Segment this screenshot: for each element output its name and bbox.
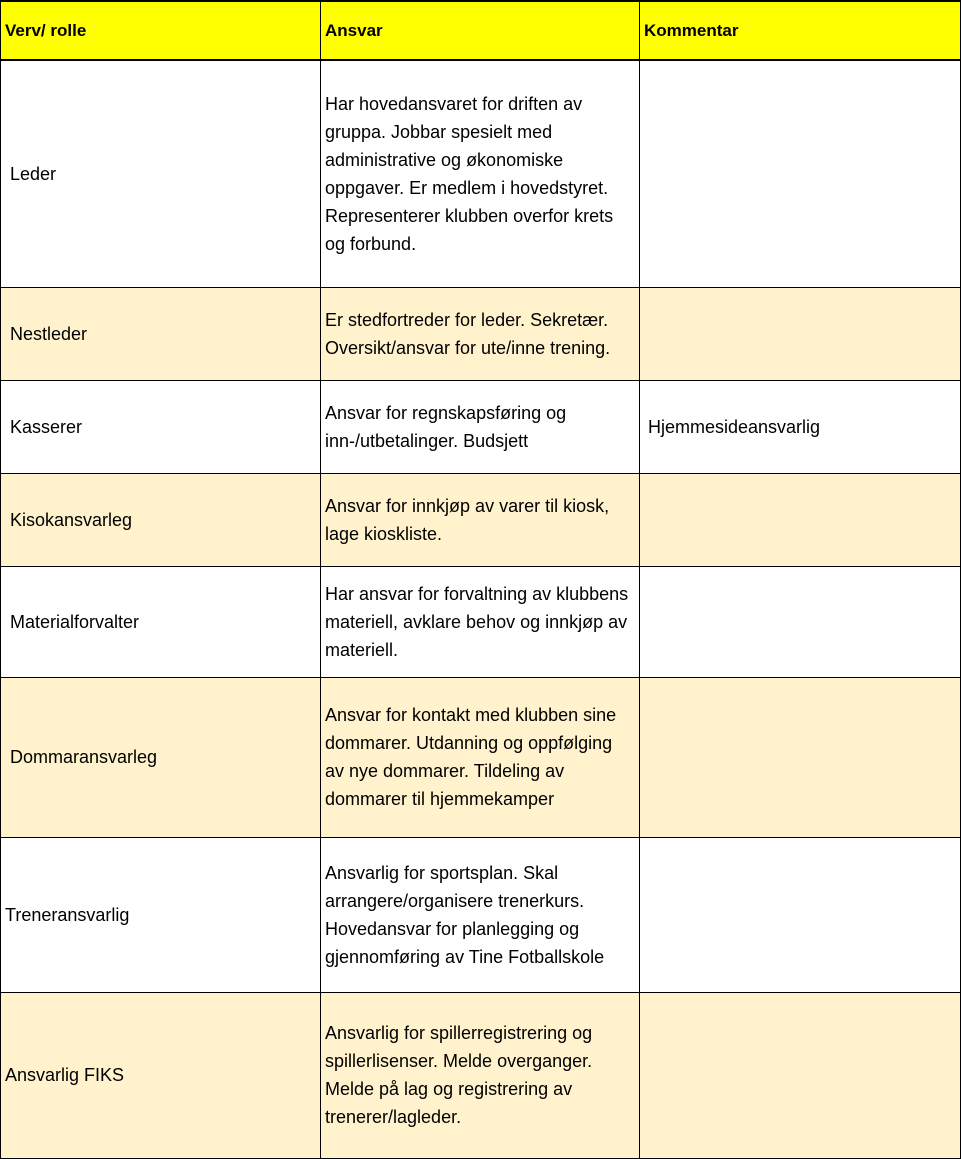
responsibility-cell: Har hovedansvaret for driften av gruppa. Jobbar spesielt med administrative og økonomiske oppgaver. Er medlem i hovedstyret. Representerer klubben overfor krets og forbund. (321, 60, 640, 287)
responsibility-cell: Ansvarlig for sportsplan. Skal arrangere/organisere trenerkurs. Hovedansvar for planlegging og gjennomføring av Tine Fotballskole (321, 837, 640, 992)
table-row (1, 380, 961, 473)
header-responsibility: Ansvar (321, 1, 640, 60)
comment-cell (640, 473, 961, 566)
table-row (1, 837, 961, 992)
responsibility-cell: Ansvarlig for spillerregistrering og spillerlisenser. Melde overganger. Melde på lag og registrering av trenerer/lagleder. (321, 992, 640, 1158)
responsibility-cell: Ansvar for regnskapsføring og inn-/utbetalinger. Budsjett (321, 380, 640, 473)
comment-cell (640, 677, 961, 837)
header-row (1, 1, 961, 60)
role-cell: Treneransvarlig (1, 837, 321, 992)
table-row (1, 60, 961, 287)
table-row (1, 677, 961, 837)
comment-cell: Hjemmesideansvarlig (640, 380, 961, 473)
comment-cell (640, 992, 961, 1158)
role-cell: Ansvarlig FIKS (1, 992, 321, 1158)
responsibility-cell: Er stedfortreder for leder. Sekretær. Oversikt/ansvar for ute/inne trening. (321, 287, 640, 380)
role-cell: Nestleder (1, 287, 321, 380)
role-cell: Dommaransvarleg (1, 677, 321, 837)
table-row (1, 287, 961, 380)
comment-cell (640, 566, 961, 677)
table-row (1, 992, 961, 1158)
responsibility-cell: Ansvar for kontakt med klubben sine dommarer. Utdanning og oppfølging av nye dommarer. Tildeling av dommarer til hjemmekamper (321, 677, 640, 837)
role-cell: Kasserer (1, 380, 321, 473)
comment-cell (640, 837, 961, 992)
header-role: Verv/ rolle (1, 1, 321, 60)
responsibility-cell: Har ansvar for forvaltning av klubbens materiell, avklare behov og innkjøp av materiell. (321, 566, 640, 677)
table-row (1, 566, 961, 677)
table-row (1, 473, 961, 566)
header-comment: Kommentar (640, 1, 961, 60)
role-cell: Kisokansvarleg (1, 473, 321, 566)
comment-cell (640, 287, 961, 380)
comment-cell (640, 60, 961, 287)
role-cell: Materialforvalter (1, 566, 321, 677)
role-cell: Leder (1, 60, 321, 287)
responsibility-cell: Ansvar for innkjøp av varer til kiosk, lage kioskliste. (321, 473, 640, 566)
